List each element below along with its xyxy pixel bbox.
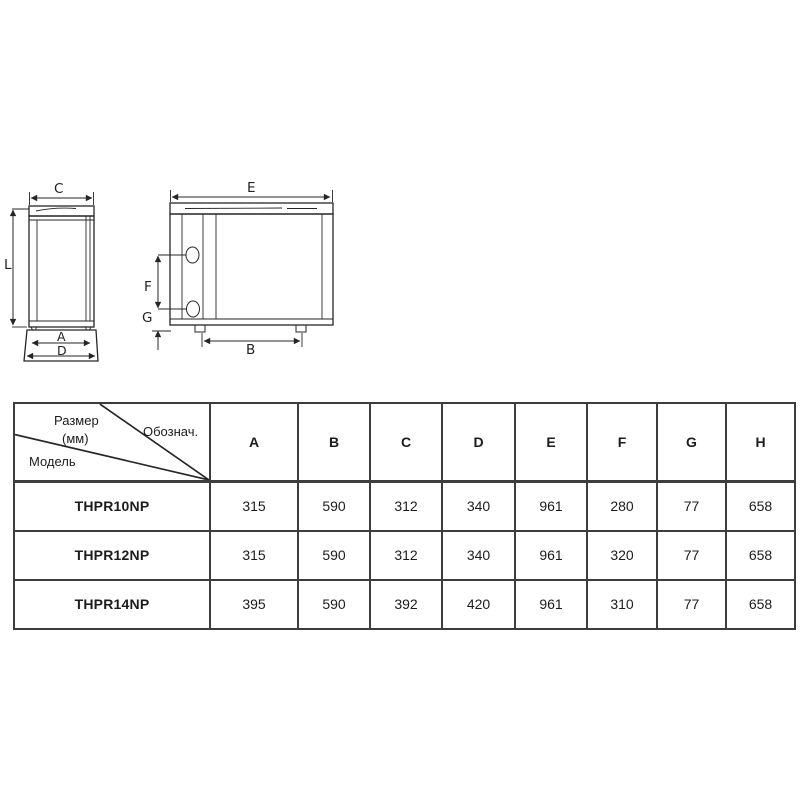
dim-label-b: B <box>246 342 256 358</box>
dim-label-a: A <box>57 329 66 344</box>
value-cell: 392 <box>370 580 442 629</box>
dim-label-f: F <box>144 279 152 295</box>
front-right-foot <box>296 325 306 332</box>
corner-cell <box>14 403 210 482</box>
corner-model-label: Модель <box>29 454 76 469</box>
column-header-g: G <box>657 403 726 482</box>
value-cell: 590 <box>298 482 370 531</box>
dim-label-d: D <box>57 343 67 358</box>
value-cell: 961 <box>515 482 587 531</box>
column-header-h: H <box>726 403 795 482</box>
value-cell: 77 <box>657 531 726 580</box>
value-cell: 590 <box>298 531 370 580</box>
front-view <box>152 190 333 350</box>
value-cell: 420 <box>442 580 515 629</box>
model-name: THPR12NP <box>14 531 210 580</box>
value-cell: 961 <box>515 580 587 629</box>
dim-label-g: G <box>142 310 153 326</box>
dimensions-table <box>13 402 796 630</box>
side-lid-line <box>36 208 76 211</box>
value-cell: 658 <box>726 580 795 629</box>
value-cell: 658 <box>726 531 795 580</box>
front-left-foot <box>195 325 205 332</box>
side-body-outline <box>29 216 94 327</box>
upper-pipe-circle <box>186 247 199 263</box>
column-header-b: B <box>298 403 370 482</box>
value-cell: 312 <box>370 531 442 580</box>
column-header-a: A <box>210 403 298 482</box>
dim-label-c: C <box>54 181 64 197</box>
value-cell: 340 <box>442 482 515 531</box>
value-cell: 310 <box>587 580 657 629</box>
value-cell: 315 <box>210 482 298 531</box>
value-cell: 77 <box>657 580 726 629</box>
model-name: THPR14NP <box>14 580 210 629</box>
model-name: THPR10NP <box>14 482 210 531</box>
value-cell: 320 <box>587 531 657 580</box>
table-row <box>14 482 795 531</box>
column-header-e: E <box>515 403 587 482</box>
lower-pipe-circle <box>187 301 200 317</box>
front-body-outline <box>170 214 333 325</box>
value-cell: 315 <box>210 531 298 580</box>
value-cell: 280 <box>587 482 657 531</box>
dim-label-e: E <box>247 180 256 196</box>
column-header-d: D <box>442 403 515 482</box>
column-header-c: C <box>370 403 442 482</box>
side-view <box>12 192 98 361</box>
dim-label-l: L <box>4 257 12 273</box>
value-cell: 658 <box>726 482 795 531</box>
value-cell: 77 <box>657 482 726 531</box>
table-row <box>14 531 795 580</box>
column-header-f: F <box>587 403 657 482</box>
corner-size-label: Размер <box>54 413 99 428</box>
header-row <box>14 403 795 482</box>
value-cell: 395 <box>210 580 298 629</box>
value-cell: 961 <box>515 531 587 580</box>
corner-designation-label: Обознач. <box>143 424 199 439</box>
table-row <box>14 580 795 629</box>
value-cell: 340 <box>442 531 515 580</box>
side-top-cap <box>29 206 94 216</box>
corner-size-unit-label: (мм) <box>62 431 89 446</box>
value-cell: 590 <box>298 580 370 629</box>
value-cell: 312 <box>370 482 442 531</box>
